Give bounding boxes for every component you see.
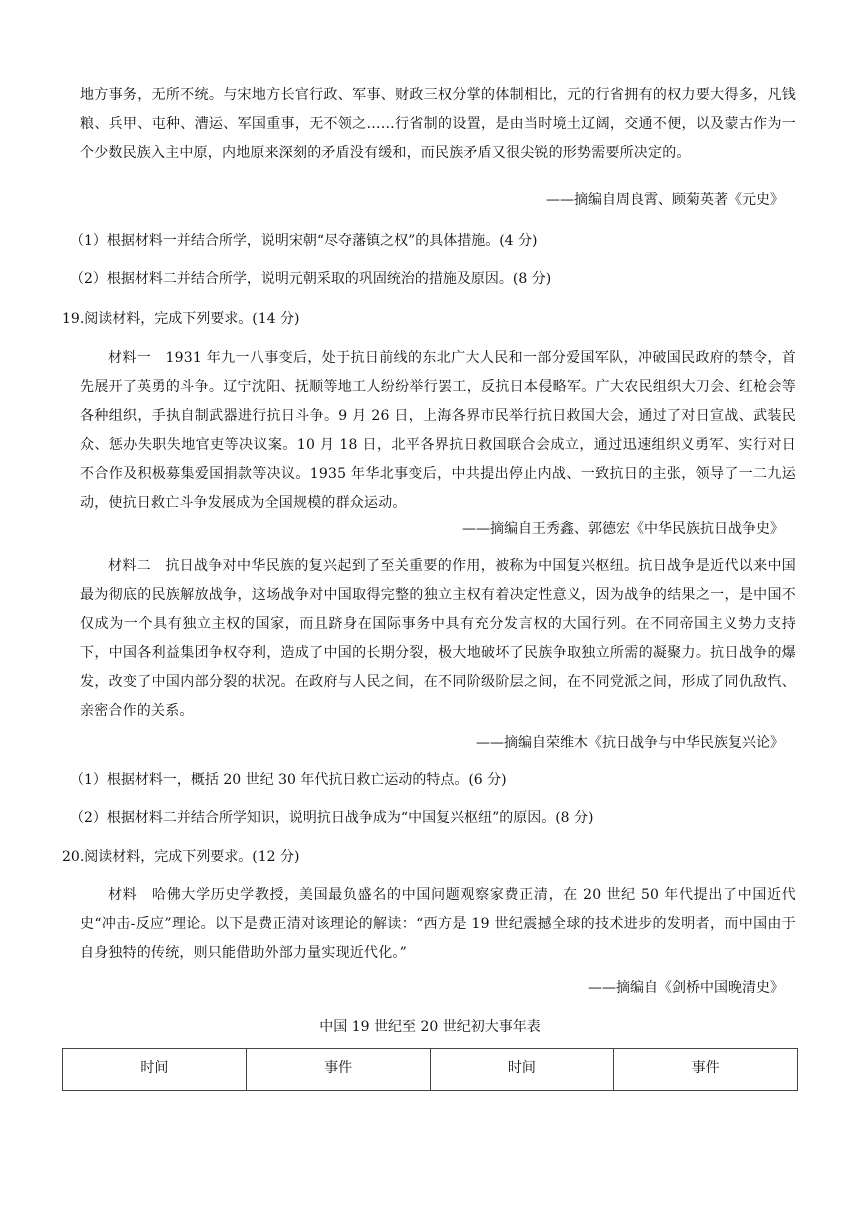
q20-source: ——摘编自《剑桥中国晚清史》 xyxy=(588,980,784,996)
material-yuan-source: ——摘编自周良霄、顾菊英著《元史》 xyxy=(546,192,784,208)
q19-source1: ——摘编自王秀鑫、郭德宏《中华民族抗日战争史》 xyxy=(462,521,784,537)
q19-part2: （2）根据材料二并结合所学知识，说明抗日战争成为“中国复兴枢纽”的原因。(8 分) xyxy=(70,810,594,826)
header-event-1: 事件 xyxy=(246,1049,430,1091)
q19-heading: 19.阅读材料，完成下列要求。(14 分) xyxy=(62,311,300,327)
material-yuan-paragraph: 地方事务，无所不统。与宋地方长官行政、军事、财政三权分掌的体制相比，元的行省拥有的权力要大得多，凡钱粮、兵甲、屯种、漕运、军国重事，无不领之……行省制的设置，是由当时境土辽阔，交通不便，以及蒙古作为一个少数民族入主中原，内地原来深刻的矛盾没有缓和，而民族矛盾又很尖锐的形势需要所决定的。 xyxy=(80,87,796,161)
table-header-row xyxy=(63,1049,798,1091)
header-time-1: 时间 xyxy=(63,1049,247,1091)
q20-heading: 20.阅读材料，完成下列要求。(12 分) xyxy=(62,849,300,865)
header-time-2: 时间 xyxy=(430,1049,614,1091)
q18-part1: （1）根据材料一并结合所学，说明宋朝“尽夺藩镇之权”的具体措施。(4 分) xyxy=(70,233,538,249)
q19-source2: ——摘编自荣维木《抗日战争与中华民族复兴论》 xyxy=(476,735,784,751)
q19-material1: 材料一 1931 年九一八事变后，处于抗日前线的东北广大人民和一部分爱国军队，冲破国民政府的禁令，首先展开了英勇的斗争。辽宁沈阳、抚顺等地工人纷纷举行罢工，反抗日本侵略军。广大农民组织大刀会、红枪会等各种组织，手执自制武器进行抗日斗争。9 月 26 日，上海各界市民举行抗日救国大会，通过了对日宣战、武装民众、惩办失职失地官吏等决议案。10 月 18 日，北平各界抗日救国联合会成立，通过迅速组织义勇军、实行对日不合作及积极募集爱国捐款等决议。1935 年华北事变后，中共提出停止内战、一致抗日的主张，领导了一二九运动，使抗日救亡斗争发展成为全国规模的群众运动。 xyxy=(80,350,796,511)
q19-part1: （1）根据材料一，概括 20 世纪 30 年代抗日救亡运动的特点。(6 分) xyxy=(70,772,507,788)
q19-material2: 材料二 抗日战争对中华民族的复兴起到了至关重要的作用，被称为中国复兴枢纽。抗日战争是近代以来中国最为彻底的民族解放战争，这场战争对中国取得完整的独立主权有着决定性意义，因为战争的结果之一，是中国不仅成为一个具有独立主权的国家，而且跻身在国际事务中具有充分发言权的大国行列。在不同帝国主义势力支持下，中国各利益集团争权夺利，造成了中国的长期分裂，极大地破坏了民族争取独立所需的凝聚力。抗日战争的爆发，改变了中国内部分裂的状况。在政府与人民之间，在不同阶级阶层之间，在不同党派之间，形成了同仇敌忾、亲密合作的关系。 xyxy=(80,558,796,719)
q18-part2: （2）根据材料二并结合所学，说明元朝采取的巩固统治的措施及原因。(8 分) xyxy=(70,271,552,287)
timeline-table xyxy=(62,1048,798,1091)
q20-material: 材料 哈佛大学历史学教授，美国最负盛名的中国问题观察家费正清，在 20 世纪 50 年代提出了中国近代史“冲击-反应”理论。以下是费正清对该理论的解读：“西方是 19 世纪震撼全球的技术进步的发明者，而中国由于自身独特的传统，则只能借助外部力量实现近代化。” xyxy=(80,887,796,961)
timeline-table-caption: 中国 19 世纪至 20 世纪初大事年表 xyxy=(319,1019,541,1035)
header-event-2: 事件 xyxy=(614,1049,798,1091)
